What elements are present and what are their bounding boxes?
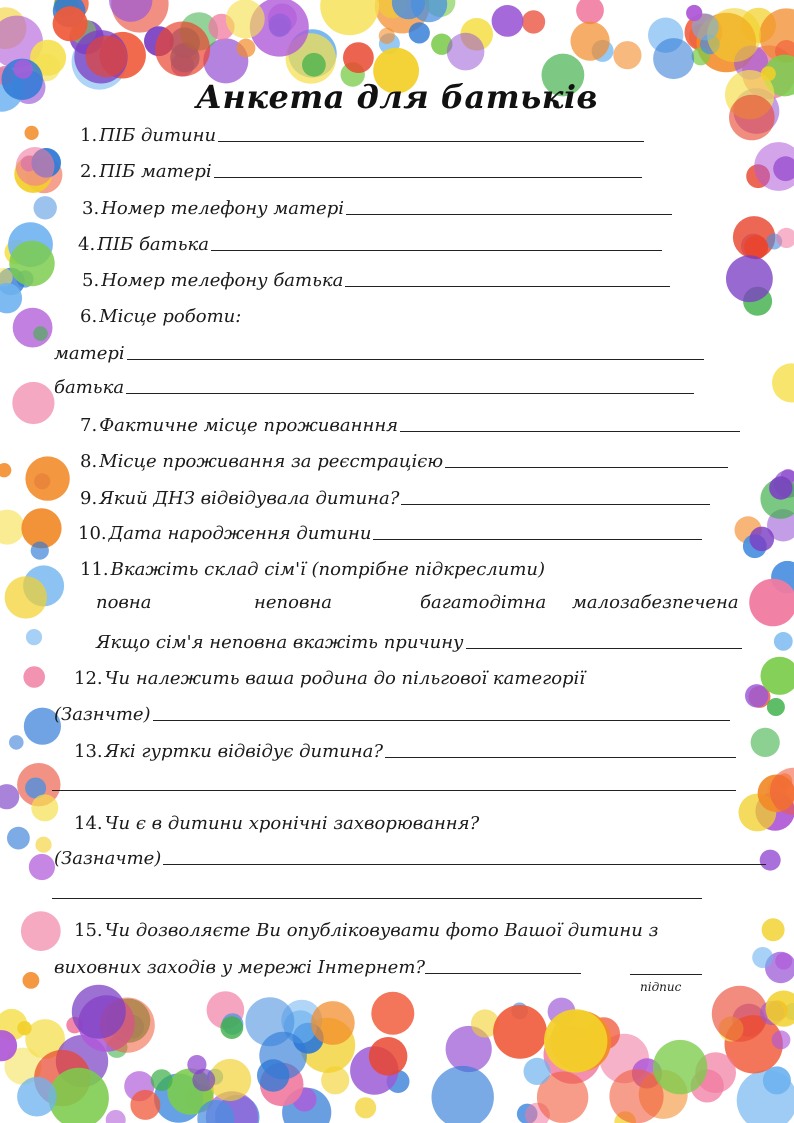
question-15 (74, 915, 734, 941)
page-title: Анкета для батьків (195, 78, 599, 116)
question-label: Місце роботи: (99, 306, 242, 327)
question-number: 12. (74, 668, 103, 689)
question-number: 1. (80, 125, 98, 146)
mother-workplace-field[interactable] (127, 359, 704, 360)
benefit-category-note: (Зазнчте) (54, 704, 151, 725)
question-number: 10. (78, 523, 107, 544)
question-number: 3. (82, 198, 100, 219)
question-number: 7. (80, 415, 98, 436)
question-number: 13. (74, 741, 103, 762)
father-name-field[interactable] (211, 250, 662, 251)
question-label: Місце проживання за реєстрацією (99, 451, 444, 472)
question-number: 9. (80, 488, 98, 509)
question-11 (80, 554, 640, 580)
question-number: 2. (80, 161, 98, 182)
question-8 (80, 446, 728, 472)
family-option-full[interactable]: повна (96, 592, 152, 613)
chronic-diseases-field-continuation[interactable] (52, 898, 702, 899)
mother-workplace-row (54, 338, 704, 364)
father-phone-field[interactable] (345, 286, 670, 287)
actual-address-field[interactable] (400, 431, 740, 432)
question-6 (80, 301, 380, 327)
question-10 (78, 518, 702, 544)
question-9 (80, 483, 710, 509)
mother-phone-field[interactable] (346, 214, 672, 215)
registered-address-field[interactable] (445, 467, 728, 468)
incomplete-family-reason-row (96, 627, 742, 653)
question-label: Чи дозволяєте Ви опубліковувати фото Вашої дитини з (104, 920, 659, 941)
question-5 (82, 265, 670, 291)
clubs-field-continuation[interactable] (52, 790, 736, 791)
question-3 (82, 193, 672, 219)
question-number: 5. (82, 270, 100, 291)
benefit-category-field[interactable] (153, 720, 730, 721)
photo-consent-answer-field[interactable] (425, 973, 581, 974)
question-label: ПІБ дитини (99, 125, 217, 146)
benefit-category-row (54, 699, 730, 725)
question-label: Які гуртки відвідує дитина? (104, 741, 384, 762)
question-13 (74, 736, 736, 762)
family-option-large[interactable]: багатодітна (420, 592, 547, 613)
question-label: ПІБ матері (99, 161, 212, 182)
chronic-diseases-row (54, 843, 766, 869)
question-14 (74, 808, 634, 834)
question-label: Дата народження дитини (108, 523, 372, 544)
photo-consent-label: виховних заходів у мережі Інтернет? (54, 957, 426, 978)
question-number: 4. (78, 234, 96, 255)
question-4 (78, 229, 662, 255)
question-label: Фактичне місце проживанння (99, 415, 399, 436)
question-7 (80, 410, 740, 436)
signature-label: підпис (640, 980, 682, 994)
question-label: Номер телефону батька (101, 270, 344, 291)
child-name-field[interactable] (218, 141, 644, 142)
question-label: Чи є в дитини хронічні захворювання? (104, 813, 480, 834)
question-label: Який ДНЗ відвідувала дитина? (99, 488, 400, 509)
question-12 (74, 663, 634, 689)
question-label: ПІБ батька (97, 234, 210, 255)
incomplete-family-reason-label: Якщо сім'я неповна вкажіть причину (96, 632, 464, 653)
question-label: Номер телефону матері (101, 198, 344, 219)
father-workplace-field[interactable] (126, 393, 694, 394)
question-label: Чи належить ваша родина до пільгової категорії (104, 668, 586, 689)
father-workplace-row (54, 372, 694, 398)
photo-consent-row (54, 952, 614, 978)
father-workplace-label: батька (54, 377, 125, 398)
mother-workplace-label: матері (54, 343, 125, 364)
family-option-low-income[interactable]: малозабезпечена (572, 592, 739, 613)
clubs-field[interactable] (385, 757, 736, 758)
question-number: 6. (80, 306, 98, 327)
birth-date-field[interactable] (373, 539, 702, 540)
mother-name-field[interactable] (214, 177, 642, 178)
question-number: 8. (80, 451, 98, 472)
incomplete-family-reason-field[interactable] (466, 648, 743, 649)
kindergarten-field[interactable] (401, 504, 710, 505)
signature-field[interactable] (630, 974, 702, 975)
question-number: 11. (80, 559, 109, 580)
chronic-diseases-field[interactable] (163, 864, 766, 865)
question-label: Вкажіть склад сім'ї (потрібне підкреслити) (110, 559, 546, 580)
family-option-incomplete[interactable]: неповна (254, 592, 333, 613)
question-1 (80, 120, 644, 146)
chronic-diseases-note: (Зазначте) (54, 848, 162, 869)
question-number: 15. (74, 920, 103, 941)
question-2 (80, 156, 642, 182)
question-number: 14. (74, 813, 103, 834)
